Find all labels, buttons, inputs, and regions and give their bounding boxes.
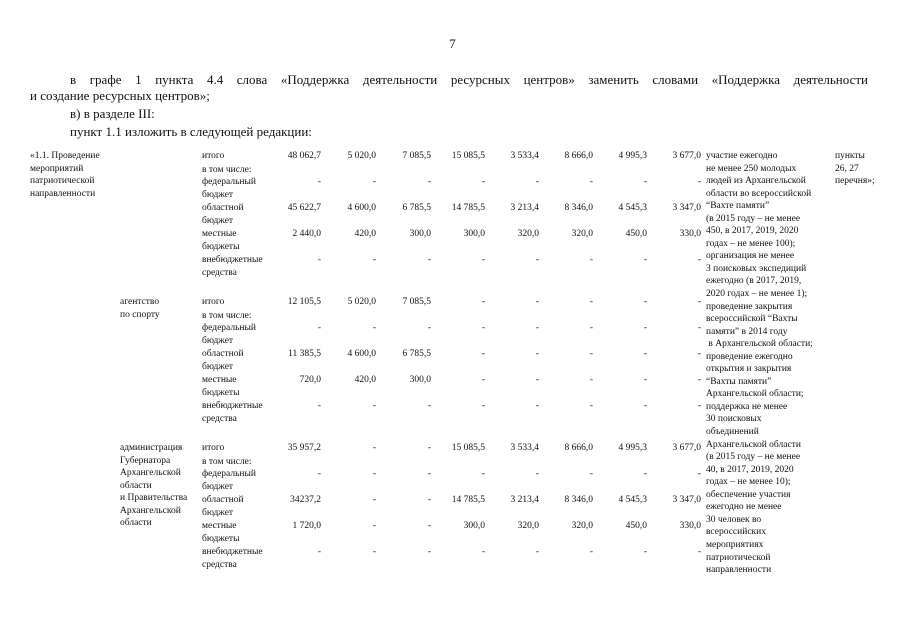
funding-source: внебюджетные средства bbox=[202, 547, 263, 570]
amount-cell: - bbox=[697, 177, 701, 187]
table-row bbox=[30, 228, 706, 254]
amount-cell: 720,0 bbox=[299, 375, 321, 385]
funding-source: федеральный бюджет bbox=[202, 177, 256, 200]
amount-cell: - bbox=[427, 177, 431, 187]
amount-cell: - bbox=[427, 495, 431, 505]
amount-cell: 320,0 bbox=[517, 521, 539, 531]
amount-cell: 6 785,5 bbox=[402, 203, 431, 213]
amount-cell: - bbox=[589, 323, 593, 333]
amount-cell: - bbox=[535, 349, 539, 359]
amount-cell: - bbox=[589, 255, 593, 265]
amount-cell: 48 062,7 bbox=[287, 151, 321, 161]
amount-cell: - bbox=[643, 297, 647, 307]
amount-cell: 8 666,0 bbox=[564, 443, 593, 453]
table-row bbox=[30, 176, 706, 202]
funding-source: местные бюджеты bbox=[202, 521, 240, 544]
amount-cell: - bbox=[643, 349, 647, 359]
amount-cell: 15 085,5 bbox=[451, 151, 485, 161]
funding-source: в том числе: bbox=[202, 311, 252, 321]
amount-cell: - bbox=[372, 255, 376, 265]
amount-cell: 3 533,4 bbox=[510, 443, 539, 453]
funding-source: итого bbox=[202, 297, 225, 307]
link-column: пункты 26, 27 перечня»; bbox=[835, 151, 875, 186]
funding-source: федеральный бюджет bbox=[202, 323, 256, 346]
funding-source: итого bbox=[202, 443, 225, 453]
amount-cell: - bbox=[643, 469, 647, 479]
amount-cell: 8 666,0 bbox=[564, 151, 593, 161]
amount-cell: - bbox=[427, 469, 431, 479]
amount-cell: - bbox=[535, 177, 539, 187]
funding-source: федеральный бюджет bbox=[202, 469, 256, 492]
amount-cell: - bbox=[535, 547, 539, 557]
amount-cell: 3 347,0 bbox=[672, 495, 701, 505]
amount-cell: - bbox=[589, 349, 593, 359]
amount-cell: - bbox=[372, 547, 376, 557]
amount-cell: 14 785,5 bbox=[451, 203, 485, 213]
funding-source: областной бюджет bbox=[202, 495, 244, 518]
amount-cell: 14 785,5 bbox=[451, 495, 485, 505]
result-column: участие ежегодно не менее 250 молодых людей из Архангельской области во всероссийской “Вахте памяти” (в 2015 году – не менее 450, в 2017, 2019, 2020 годах – не менее 100); организация не менее 3 поисковых экспедиций ежегодно (в 2017, 2019, 2020 годах – не менее 1); проведение закрытия всероссийской “Вахты памяти” в 2014 году в Архангельской области; проведение ежегодно открытия и закрытия “Вахты памяти” Архангельской области; поддержка не менее 30 поисковых объединений Архангельской области (в 2015 году – не менее 40, в 2017, 2019, 2020 годах – не менее 10); обеспечение участия ежегодно не менее 30 человек во всероссийских мероприятиях патриотической направленности bbox=[706, 151, 813, 576]
amount-cell: 4 600,0 bbox=[347, 203, 376, 213]
amount-cell: 11 385,5 bbox=[288, 349, 321, 359]
table-row bbox=[30, 322, 706, 348]
amount-cell: 3 677,0 bbox=[672, 443, 701, 453]
funding-source: областной бюджет bbox=[202, 349, 244, 372]
amount-cell: - bbox=[481, 375, 485, 385]
paragraph-1: в графе 1 пункта 4.4 слова «Поддержка деятельности ресурсных центров» заменить словами «Поддержка деятельности bbox=[70, 72, 868, 87]
amount-cell: - bbox=[535, 469, 539, 479]
amount-cell: - bbox=[697, 469, 701, 479]
amount-cell: 3 533,4 bbox=[510, 151, 539, 161]
amount-cell: 5 020,0 bbox=[347, 151, 376, 161]
table-row bbox=[30, 202, 706, 228]
amount-cell: - bbox=[372, 469, 376, 479]
amount-cell: 320,0 bbox=[517, 229, 539, 239]
page-number: 7 bbox=[449, 36, 456, 51]
amount-cell: - bbox=[317, 323, 321, 333]
amount-cell: - bbox=[643, 547, 647, 557]
amount-cell: - bbox=[317, 547, 321, 557]
amount-cell: 300,0 bbox=[463, 521, 485, 531]
amount-cell: - bbox=[535, 401, 539, 411]
table-row bbox=[30, 520, 706, 546]
amount-cell: - bbox=[643, 375, 647, 385]
executor-name: администрация Губернатора Архангельской области и Правительства Архангельской области bbox=[120, 443, 188, 528]
funding-source: местные бюджеты bbox=[202, 229, 240, 252]
amount-cell: - bbox=[317, 177, 321, 187]
amount-cell: 7 085,5 bbox=[402, 151, 431, 161]
amount-cell: - bbox=[372, 401, 376, 411]
amount-cell: - bbox=[317, 401, 321, 411]
amount-cell: 320,0 bbox=[571, 229, 593, 239]
amount-cell: - bbox=[697, 255, 701, 265]
amount-cell: - bbox=[372, 323, 376, 333]
amount-cell: - bbox=[697, 401, 701, 411]
amount-cell: 2 440,0 bbox=[292, 229, 321, 239]
amount-cell: 8 346,0 bbox=[564, 495, 593, 505]
amount-cell: - bbox=[643, 323, 647, 333]
amount-cell: - bbox=[589, 547, 593, 557]
table-row bbox=[30, 400, 706, 426]
item-title: «1.1. Проведение мероприятий патриотической направленности bbox=[30, 151, 100, 199]
amount-cell: - bbox=[317, 255, 321, 265]
amount-cell: - bbox=[589, 401, 593, 411]
amount-cell: - bbox=[427, 401, 431, 411]
amount-cell: - bbox=[589, 469, 593, 479]
funding-source: в том числе: bbox=[202, 457, 252, 467]
amount-cell: 4 995,3 bbox=[618, 151, 647, 161]
amount-cell: - bbox=[317, 469, 321, 479]
amount-cell: - bbox=[535, 323, 539, 333]
amount-cell: - bbox=[535, 375, 539, 385]
amount-cell: - bbox=[481, 297, 485, 307]
amount-cell: - bbox=[481, 547, 485, 557]
table-row bbox=[30, 494, 706, 520]
amount-cell: - bbox=[589, 177, 593, 187]
funding-source: внебюджетные средства bbox=[202, 401, 263, 424]
amount-cell: - bbox=[481, 177, 485, 187]
amount-cell: 320,0 bbox=[571, 521, 593, 531]
amount-cell: - bbox=[643, 177, 647, 187]
table-row bbox=[30, 546, 706, 572]
amount-cell: 3 213,4 bbox=[510, 495, 539, 505]
amount-cell: - bbox=[697, 547, 701, 557]
amount-cell: - bbox=[481, 469, 485, 479]
amount-cell: - bbox=[481, 401, 485, 411]
paragraph-2: в) в разделе III: bbox=[70, 106, 155, 121]
amount-cell: - bbox=[697, 323, 701, 333]
amount-cell: 300,0 bbox=[463, 229, 485, 239]
amount-cell: - bbox=[481, 349, 485, 359]
amount-cell: - bbox=[481, 255, 485, 265]
amount-cell: 450,0 bbox=[625, 521, 647, 531]
table-row bbox=[30, 348, 706, 374]
amount-cell: - bbox=[643, 255, 647, 265]
amount-cell: - bbox=[589, 297, 593, 307]
amount-cell: - bbox=[372, 443, 376, 453]
amount-cell: - bbox=[697, 375, 701, 385]
funding-source: местные бюджеты bbox=[202, 375, 240, 398]
amount-cell: 3 677,0 bbox=[672, 151, 701, 161]
funding-source: областной бюджет bbox=[202, 203, 244, 226]
amount-cell: - bbox=[697, 297, 701, 307]
amount-cell: 6 785,5 bbox=[402, 349, 431, 359]
amount-cell: 7 085,5 bbox=[402, 297, 431, 307]
amount-cell: 4 545,3 bbox=[618, 203, 647, 213]
amount-cell: 34237,2 bbox=[290, 495, 321, 505]
amount-cell: 45 622,7 bbox=[287, 203, 321, 213]
amount-cell: - bbox=[372, 495, 376, 505]
amount-cell: 330,0 bbox=[679, 521, 701, 531]
amount-cell: 420,0 bbox=[354, 375, 376, 385]
amount-cell: 300,0 bbox=[409, 229, 431, 239]
amount-cell: - bbox=[372, 521, 376, 531]
amount-cell: 12 105,5 bbox=[287, 297, 321, 307]
amount-cell: 300,0 bbox=[409, 375, 431, 385]
executor-name: агентство по спорту bbox=[120, 297, 160, 320]
amount-cell: - bbox=[535, 297, 539, 307]
amount-cell: 1 720,0 bbox=[292, 521, 321, 531]
amount-cell: 420,0 bbox=[354, 229, 376, 239]
amount-cell: 4 995,3 bbox=[618, 443, 647, 453]
amount-cell: - bbox=[481, 323, 485, 333]
amount-cell: - bbox=[427, 255, 431, 265]
amount-cell: 450,0 bbox=[625, 229, 647, 239]
amount-cell: - bbox=[589, 375, 593, 385]
table-row bbox=[30, 254, 706, 280]
table-row bbox=[30, 374, 706, 400]
paragraph-1-cont: и создание ресурсных центров»; bbox=[30, 88, 210, 103]
table-row bbox=[30, 468, 706, 494]
amount-cell: 15 085,5 bbox=[451, 443, 485, 453]
funding-source: внебюджетные средства bbox=[202, 255, 263, 278]
amount-cell: 3 213,4 bbox=[510, 203, 539, 213]
amount-cell: 8 346,0 bbox=[564, 203, 593, 213]
amount-cell: 3 347,0 bbox=[672, 203, 701, 213]
amount-cell: - bbox=[372, 177, 376, 187]
amount-cell: - bbox=[697, 349, 701, 359]
paragraph-3: пункт 1.1 изложить в следующей редакции: bbox=[70, 124, 312, 139]
amount-cell: 35 957,2 bbox=[287, 443, 321, 453]
amount-cell: - bbox=[427, 443, 431, 453]
amount-cell: 4 545,3 bbox=[618, 495, 647, 505]
funding-source: итого bbox=[202, 151, 225, 161]
amount-cell: 5 020,0 bbox=[347, 297, 376, 307]
amount-cell: 330,0 bbox=[679, 229, 701, 239]
amount-cell: 4 600,0 bbox=[347, 349, 376, 359]
amount-cell: - bbox=[535, 255, 539, 265]
amount-cell: - bbox=[643, 401, 647, 411]
amount-cell: - bbox=[427, 521, 431, 531]
amount-cell: - bbox=[427, 323, 431, 333]
amount-cell: - bbox=[427, 547, 431, 557]
funding-source: в том числе: bbox=[202, 165, 252, 175]
